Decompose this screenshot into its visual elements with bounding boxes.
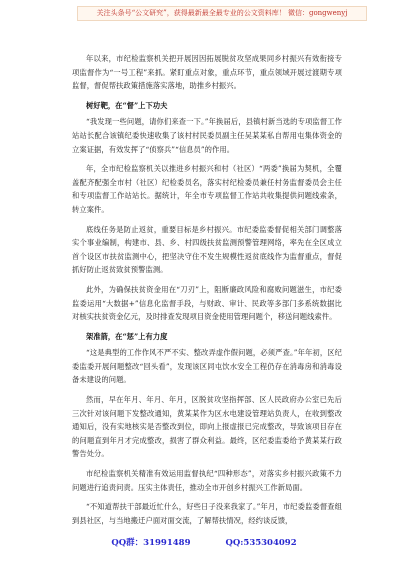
footer-qq: QQ:535304092	[225, 538, 297, 548]
body-paragraph: “这是典型的工作作风不严不实、整改弄虚作假问题，必须严查。”年年初，区纪委监委开展问题整改“回头看”，发现该区同屯饮水安全工程仍存在消毒房和消毒设备未建设的问题。	[72, 348, 342, 385]
section-heading	[72, 99, 342, 113]
body-paragraph: 年，全市纪检监察机关以推进乡村振兴和村（社区）“两委”换届为契机，全覆盖配齐配强全市村（社区）纪检委员名，落实村纪检委员兼任村务监督委员会主任和专项监督工作站站长。据统计，年全市专项监督工作站共收集提供问题线索条，转立案件。	[72, 164, 342, 214]
footer	[0, 536, 408, 548]
footer-qq-group: QQ群：31991489	[111, 538, 191, 548]
body-paragraph: 此外，为确保扶贫资金用在“刀刃”上，阻断廉政风险和腐败问题滋生，市纪委监委运用“大数据+”信息化监督手段，与财政、审计、民政等多部门多系统数据比对核实扶贫资金亿元，及时排查发现项目资金使用管理问题个，移送问题线索件。	[72, 284, 342, 322]
body-paragraph: 然而，早在年月、年月、年月，区脱贫攻坚指挥部、区人民政府办公室已先后三次针对该问题下发整改通知，黄某某作为区水电建设管理站负责人，在收到整改通知后，没有实地核实是否整改到位，即向上报虚报已完成整改，导致该项目存在的问题直到年月才完成整改，损害了群众利益。最终，区纪委监委给予黄某某行政警告处分。	[72, 395, 342, 459]
document-body	[72, 52, 342, 533]
header-banner: 关注头条号“公文研究”，获得最新最全最专业的公文资料库！ 微信：gongwenyj	[77, 6, 367, 21]
section-heading	[72, 330, 342, 344]
body-paragraph: 市纪检监察机关精准有效运用监督执纪“四种形态”，对落实乡村振兴政策不力问题进行追责问责。压实主体责任，推动全市开创乡村振兴工作新局面。	[72, 469, 342, 492]
body-paragraph: 年以来，市纪检监察机关把开展因因拓展脱贫攻坚成果同乡村振兴有效衔接专项监督作为“一号工程”来抓。紧盯重点对象，重点环节，重点领域开展过渡期专项监督，督促帮扶政策措施落实落地，助推乡村振兴。	[72, 54, 342, 91]
body-paragraph: 底线任务是防止返贫，重要目标是乡村振兴。市纪委监委督促相关部门调整落实个事业编制，构建市、县、乡、村四级扶贫监测预警管理网络，率先在全区成立首个设区市扶贫监测中心，把坚决守住不发生规模性返贫底线作为监督重点，督促抓好防止返贫致贫预警监测。	[72, 224, 342, 275]
section-heading-title: 树好靶，在“督”上下功夫	[86, 100, 168, 110]
section-heading-title: 架准箭，在“惩”上有力度	[86, 331, 168, 341]
body-paragraph: “不知道帮扶干部最近忙什么，好些日子没来我家了。”年月，市纪委监委督查组到县社区，与当地搬迁户面对面交流，了解帮扶情况，经约谈反馈，	[72, 502, 342, 525]
body-paragraph: “我发现一些问题，请你们来查一下。”年换届后，县镇村新当选的专项监督工作站站长配合该镇纪委快速收集了该村村民委员副主任吴某某私自帮用屯集体资金的立案证据，有效发挥了“侦察兵”“信息员”的作用。	[72, 117, 342, 154]
